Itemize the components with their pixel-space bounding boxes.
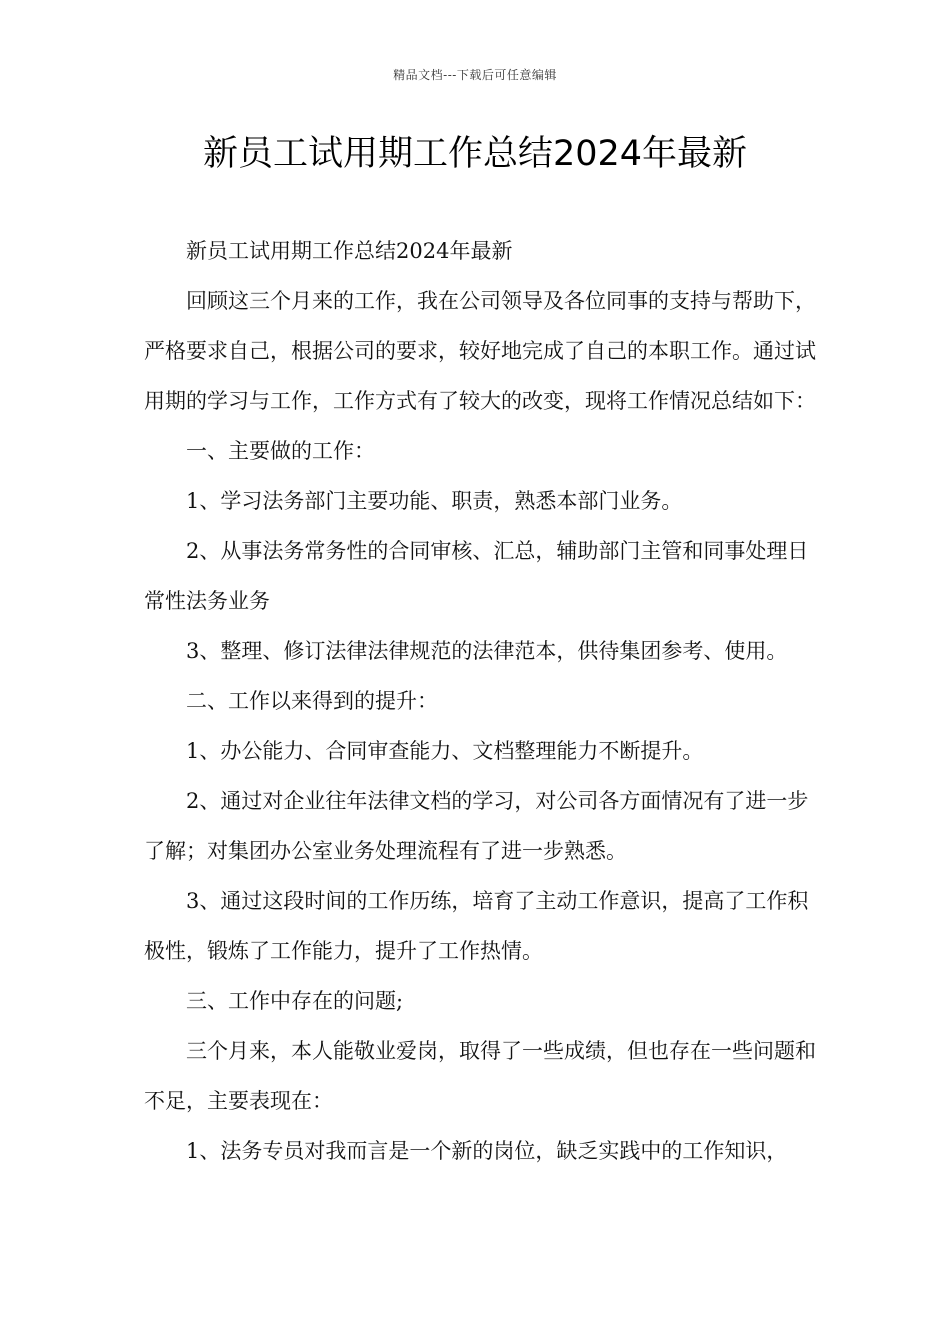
- list-item: 3、整理、修订法律法律规范的法律范本，供待集团参考、使用。: [186, 639, 788, 663]
- list-item: 3、通过这段时间的工作历练，培育了主动工作意识，提高了工作积极性，锻炼了工作能力，提升了工作热情。: [144, 889, 809, 963]
- paragraph: 新员工试用期工作总结2024年最新: [186, 239, 513, 263]
- paragraph: 三个月来，本人能敬业爱岗，取得了一些成绩，但也存在一些问题和不足，主要表现在：: [144, 1039, 816, 1113]
- header-note: 精品文档---下载后可任意编辑: [393, 68, 557, 82]
- section-heading: 二、工作以来得到的提升：: [186, 689, 438, 713]
- list-item: 2、通过对企业往年法律文档的学习，对公司各方面情况有了进一步了解；对集团办公室业务处理流程有了进一步熟悉。: [144, 789, 809, 863]
- section-heading: 三、工作中存在的问题;: [186, 989, 404, 1013]
- document-title: 新员工试用期工作总结2024年最新: [202, 134, 748, 174]
- paragraph: 回顾这三个月来的工作，我在公司领导及各位同事的支持与帮助下，严格要求自己，根据公司的要求，较好地完成了自己的本职工作。通过试用期的学习与工作，工作方式有了较大的改变，现将工作情况总结如下：: [144, 289, 816, 413]
- list-item: 1、法务专员对我而言是一个新的岗位，缺乏实践中的工作知识，: [186, 1139, 788, 1163]
- document-body: [144, 226, 816, 1176]
- list-item: 2、从事法务常务性的合同审核、汇总，辅助部门主管和同事处理日常性法务业务: [144, 539, 809, 613]
- list-item: 1、学习法务部门主要功能、职责，熟悉本部门业务。: [186, 489, 683, 513]
- section-heading: 一、主要做的工作：: [186, 439, 375, 463]
- list-item: 1、办公能力、合同审查能力、文档整理能力不断提升。: [186, 739, 704, 763]
